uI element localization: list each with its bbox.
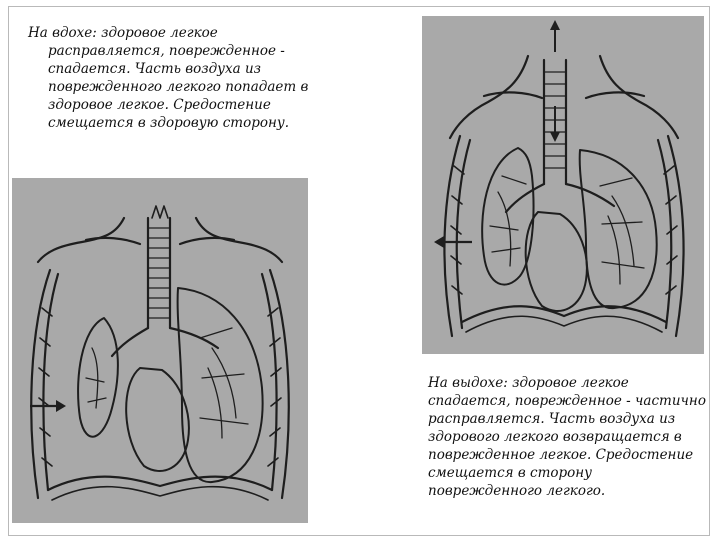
inhale-chest-illustration (12, 178, 308, 523)
arrow-up-down-icon (550, 20, 560, 142)
inhale-caption: На вдохе: здоровое легкое расправляется, поврежденное - спадается. Часть воздуха из поврежденного легкого попадает в здоровое легкое. Средостение смещается в здоровую сторону. (28, 25, 309, 131)
exhale-caption: На выдохе: здоровое легкое спадается, поврежденное - частично расправляется. Часть воздуха из здорового легкого возвращается в поврежденное легкое. Средостение смещается в сторону поврежденного легкого. (428, 375, 706, 499)
arrow-right-icon (30, 400, 66, 412)
exhale-chest-illustration (422, 16, 704, 354)
inhale-chest-drawing (12, 178, 308, 523)
arrow-left-icon (434, 236, 472, 248)
exhale-chest-drawing (422, 16, 704, 354)
